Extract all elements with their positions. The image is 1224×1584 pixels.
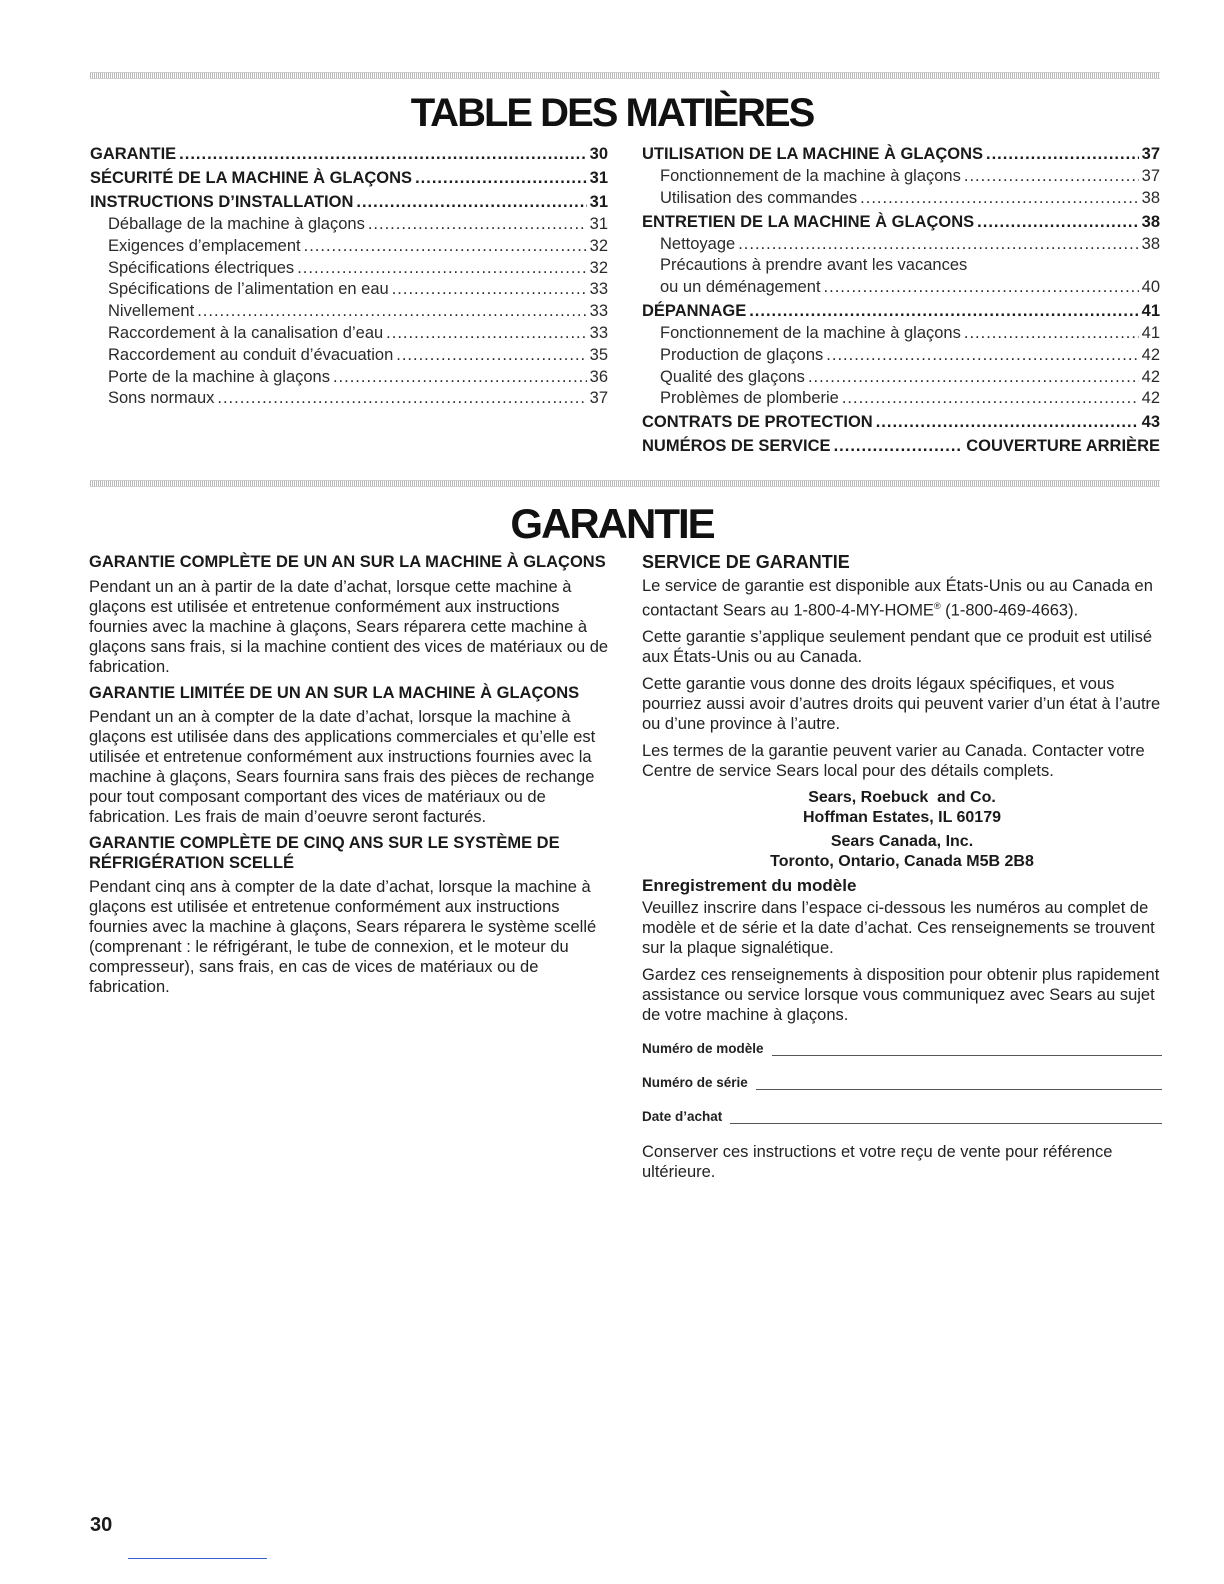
serial-number-label: Numéro de série [642,1075,748,1090]
sealed-system-warranty-title: GARANTIE COMPLÈTE DE CINQ ANS SUR LE SYSTÈME DE RÉFRIGÉRATION SCELLÉ [89,834,560,872]
toc-entry-page: 31 [589,193,608,211]
sears-us-address [642,788,1162,828]
toc-entry[interactable] [642,188,1160,210]
toc-entry-page: 43 [1141,413,1160,432]
toc-entry-label: Exigences d’emplacement [108,236,301,255]
purchase-date-field[interactable] [642,1100,1162,1124]
toc-leader-dots [415,166,587,190]
model-number-line[interactable] [772,1041,1162,1056]
toc-entry-label: Fonctionnement de la machine à glaçons [660,323,961,342]
toc-entry-label: Qualité des glaçons [660,367,805,386]
toc-entry-page: 42 [1141,345,1160,364]
toc-entry-label: Utilisation des commandes [660,188,858,207]
serial-number-line[interactable] [756,1075,1162,1090]
toc-leader-dots [986,142,1139,166]
toc-entry-page: 30 [589,145,608,163]
toc-entry-page: 33 [589,302,608,321]
limited-warranty-text: Pendant un an à compter de la date d’achat, lorsque la machine à glaçons est utilisée dans des applications commerciales et qu’elle est utilisée et entretenue conformément aux instructions fournies avec la machine à glaçons, Sears fournira sans frais des pièces de rechange pour tout composant comportant des vices de matériaux ou de fabrication. Les frais de main d’oeuvre seront facturés. [89,708,596,826]
sears-us-name: Sears, Roebuck and Co. [808,789,996,806]
toc-entry[interactable] [642,388,1160,410]
toc-entry-label: INSTRUCTIONS D’INSTALLATION [90,193,354,211]
toc-leader-dots [368,214,587,236]
toc-entry-label: Sons normaux [108,389,215,408]
toc-entry[interactable] [642,323,1160,345]
toc-right-column [642,142,1160,458]
toc-entry-label: NUMÉROS DE SERVICE [642,437,831,456]
toc-entry[interactable] [90,190,608,214]
service-paragraph-1 [642,576,1162,621]
model-number-label: Numéro de modèle [642,1041,764,1056]
toc-entry[interactable] [642,367,1160,389]
toc-entry-label: Nivellement [108,302,195,321]
toc-entry-page: 38 [1141,234,1160,253]
toc-entry-page: 31 [589,169,608,187]
toc-entry-label: ENTRETIEN DE LA MACHINE À GLAÇONS [642,212,975,231]
page-number: 30 [90,1514,113,1536]
toc-entry[interactable] [90,236,608,258]
toc-entry-label: Spécifications de l’alimentation en eau [108,280,389,299]
toc-entry-page: 42 [1141,367,1160,386]
toc-entry-label: SÉCURITÉ DE LA MACHINE À GLAÇONS [90,169,413,187]
toc-entry-page: 37 [589,389,608,408]
toc-leader-dots [304,236,587,258]
full-warranty-title: GARANTIE COMPLÈTE DE UN AN SUR LA MACHINE À GLAÇONS [89,553,606,571]
toc-entry[interactable] [90,142,608,166]
toc-entry-label: Précautions à prendre avant les vacances [660,256,968,275]
toc-entry-page: 33 [589,280,608,299]
toc-entry[interactable] [90,301,608,323]
toc-entry-label: ou un déménagement [660,278,821,297]
toc-leader-dots [964,323,1139,345]
service-paragraph-3: Cette garantie vous donne des droits légaux spécifiques, et vous pourriez aussi avoir d’autres droits qui peuvent varier d’un état à l’autre ou d’une province à l’autre. [642,675,1161,733]
toc-entry-label: Problèmes de plomberie [660,389,839,408]
toc-entry-label: UTILISATION DE LA MACHINE À GLAÇONS [642,145,983,163]
toc-leader-dots [386,323,586,345]
toc-entry-page: 38 [1141,188,1160,207]
toc-entry-page: 36 [589,367,608,386]
toc-entry[interactable] [642,299,1160,323]
limited-warranty-title: GARANTIE LIMITÉE DE UN AN SUR LA MACHINE À GLAÇONS [89,683,580,702]
closing-note: Conserver ces instructions et votre reçu de vente pour référence ultérieure. [642,1143,1113,1181]
warranty-title: GARANTIE [510,500,714,547]
toc-entry-page: COUVERTURE ARRIÈRE [966,437,1160,456]
toc-entry[interactable] [642,277,1160,299]
toc-entry-page: 35 [589,345,608,364]
sealed-system-warranty-text: Pendant cinq ans à compter de la date d’achat, lorsque la machine à glaçons est utilisée et entretenue conformément aux instructions fournies avec la machine à glaçons, Sears réparera le système scellé (comprenant : le réfrigérant, le tube de connexion, et le moteur du compresseur), sans frais, en cas de vices de matériaux ou de fabrication. [89,878,597,996]
service-paragraph-1-text: Le service de garantie est disponible aux États-Unis ou au Canada en contactant Sears au 1-800-4-MY-HOME [642,576,1153,619]
sears-canada-name: Sears Canada, Inc. [830,833,974,850]
registered-mark: ® [933,600,941,611]
toc-title: TABLE DES MATIÈRES [410,91,814,135]
toc-entry-label: Porte de la machine à glaçons [108,367,330,386]
service-phone-number: (1-800-469-4663). [940,601,1079,619]
toc-entry[interactable] [642,166,1160,188]
toc-entry-page: 37 [1141,145,1160,163]
service-title: SERVICE DE GARANTIE [642,552,850,572]
toc-leader-dots [860,188,1138,210]
footer-line [128,1558,267,1559]
registration-paragraph-1: Veuillez inscrire dans l’espace ci-dessous les numéros au complet de modèle et de série et la date d’achat. Ces renseignements se trouvent sur la plaque signalétique. [642,899,1155,957]
toc-entry-page: 41 [1141,301,1160,320]
toc-leader-dots [297,258,586,280]
middle-divider [90,480,1160,487]
warranty-left-column [89,553,609,1004]
toc-leader-dots [392,279,587,301]
toc-leader-dots [808,367,1139,389]
service-paragraph-4: Les termes de la garantie peuvent varier au Canada. Contacter votre Centre de service Sears local pour des détails complets. [642,742,1145,780]
toc-entry-page: 42 [1141,389,1160,408]
toc-entry-label: Production de glaçons [660,345,824,364]
toc-entry-page: 33 [589,323,608,342]
purchase-date-line[interactable] [730,1109,1162,1124]
toc-leader-dots [876,410,1139,434]
toc-entry[interactable] [642,345,1160,367]
toc-entry-page: 32 [589,258,608,277]
toc-leader-dots [824,277,1139,299]
toc-entry-page: 40 [1141,278,1160,297]
purchase-date-label: Date d’achat [642,1109,723,1124]
toc-entry[interactable] [90,367,608,389]
toc-entry-label: Raccordement au conduit d’évacuation [108,345,394,364]
toc-entry[interactable] [642,410,1160,434]
toc-entry[interactable] [90,345,608,367]
warranty-right-column [642,553,1162,1189]
toc-leader-dots [333,367,587,389]
toc-leader-dots [179,142,586,166]
toc-leader-dots [356,190,586,214]
toc-entry-page: 37 [1141,167,1160,185]
toc-entry-label: Spécifications électriques [108,258,295,277]
toc-entry[interactable] [90,323,608,345]
toc-entry-label: Raccordement à la canalisation d’eau [108,323,384,342]
toc-leader-dots [964,166,1139,188]
toc-entry[interactable] [90,388,608,410]
toc-leader-dots [834,434,964,458]
toc-entry[interactable] [642,142,1160,166]
toc-leader-dots [217,388,586,410]
toc-leader-dots [197,301,586,323]
toc-entry[interactable] [90,258,608,280]
toc-entry[interactable] [642,255,1160,277]
sears-canada-city: Toronto, Ontario, Canada M5B 2B8 [770,853,1034,870]
toc-leader-dots [826,345,1138,367]
toc-entry-label: Déballage de la machine à glaçons [108,215,365,233]
toc-entry-label: Nettoyage [660,234,736,253]
toc-entry-label: CONTRATS DE PROTECTION [642,413,873,432]
model-registration-title: Enregistrement du modèle [642,876,857,895]
serial-number-field[interactable] [642,1066,1162,1090]
toc-entry[interactable] [642,234,1160,256]
toc-entry[interactable] [90,166,608,190]
toc-entry[interactable] [90,279,608,301]
toc-entry-page: 41 [1141,323,1160,342]
toc-leader-dots [738,234,1138,256]
toc-entry-label: DÉPANNAGE [642,301,747,320]
toc-entry-label: Fonctionnement de la machine à glaçons [660,167,961,185]
toc-left-column [90,142,608,410]
toc-leader-dots [749,299,1138,323]
toc-entry[interactable] [642,210,1160,234]
toc-leader-dots [977,210,1138,234]
toc-leader-dots [396,345,586,367]
sears-us-city: Hoffman Estates, IL 60179 [802,809,1001,826]
toc-entry-page: 31 [589,215,608,233]
full-warranty-text: Pendant un an à partir de la date d’achat, lorsque cette machine à glaçons est utilisée et entretenue conformément aux instructions fournies avec la machine à glaçons, Sears réparera cette machine à glaçons sans frais, si la machine contient des vices de matériaux ou de fabrication. [89,577,609,676]
sears-canada-address [642,832,1162,872]
top-divider [90,72,1160,79]
toc-entry[interactable] [90,214,608,236]
registration-paragraph-2: Gardez ces renseignements à disposition pour obtenir plus rapidement assistance ou service lorsque vous communiquez avec Sears au sujet de votre machine à glaçons. [642,966,1160,1024]
toc-leader-dots [842,388,1139,410]
service-paragraph-2: Cette garantie s’applique seulement pendant que ce produit est utilisé aux États-Unis ou au Canada. [642,628,1153,666]
model-number-field[interactable] [642,1032,1162,1056]
toc-entry-page: 32 [589,236,608,255]
toc-entry-page: 38 [1141,212,1160,231]
toc-entry[interactable] [642,434,1160,458]
toc-entry-label: GARANTIE [90,145,177,163]
